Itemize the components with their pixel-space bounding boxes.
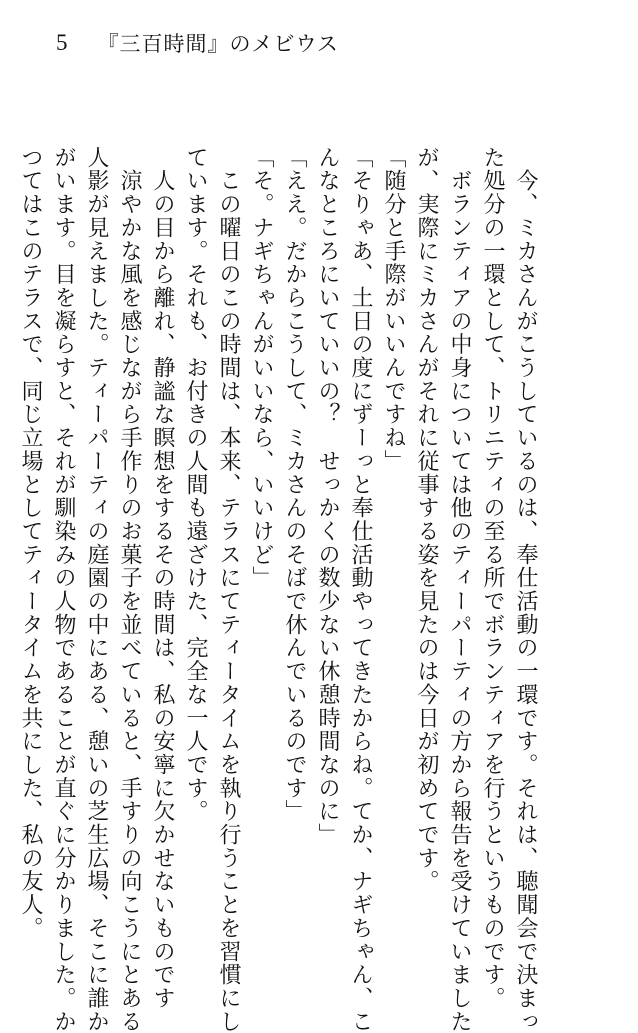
text-line: つてはこのテラスで、同じ立場としてティータイムを共にした、私の友人。 (18, 146, 43, 940)
text-line: た処分の一環として、トリニティの至る所でボランティアを行うというものです。 (480, 146, 505, 1010)
running-title: 『三百時間』のメビウス (97, 32, 339, 56)
text-line: 「随分と手際がいいんですね」 (381, 146, 406, 473)
page-header (56, 26, 339, 60)
vertical-body-text (18, 146, 542, 1033)
text-line: 人の目から離れ、静謐な瞑想をするその時間は、私の安寧に欠かせないものです (150, 146, 175, 1010)
text-line: 涼やかな風を感じながら手作りのお菓子を並べていると、手すりの向こうにとある (117, 146, 142, 1033)
text-line: 今、ミカさんがこうしているのは、奉仕活動の一環です。それは、聴聞会で決まっ (513, 146, 538, 1033)
text-line: んなところにいていいの？ せっかくの数少ない休憩時間なのに」 (315, 146, 340, 847)
text-line: 「そりゃあ、土日の度にずーっと奉仕活動やってきたからね。てか、ナギちゃん、こ (348, 146, 373, 1033)
text-line: 「そ。ナギちゃんがいいなら、いいけど」 (249, 146, 274, 590)
text-line: ボランティアの中身については他のティーパーティの方から報告を受けていました (447, 146, 472, 1033)
page-number: 5 (56, 30, 68, 55)
text-line: ています。それも、お付きの人間も遠ざけた、完全な一人です。 (183, 146, 208, 824)
text-line: この曜日のこの時間は、本来、テラスにてティータイムを執り行うことを習慣にし (216, 146, 241, 1033)
text-line: 「ええ。だからこうして、ミカさんのそばで休んでいるのです」 (282, 146, 307, 824)
text-line: 人影が見えました。ティーパーティの庭園の中にある、憩いの芝生広場、そこに誰か (84, 146, 109, 1033)
text-line: がいます。目を凝らすと、それが馴染みの人物であることが直ぐに分かりました。か (51, 146, 76, 1033)
text-line: が、実際にミカさんがそれに従事する姿を見たのは今日が初めてです。 (414, 146, 439, 894)
